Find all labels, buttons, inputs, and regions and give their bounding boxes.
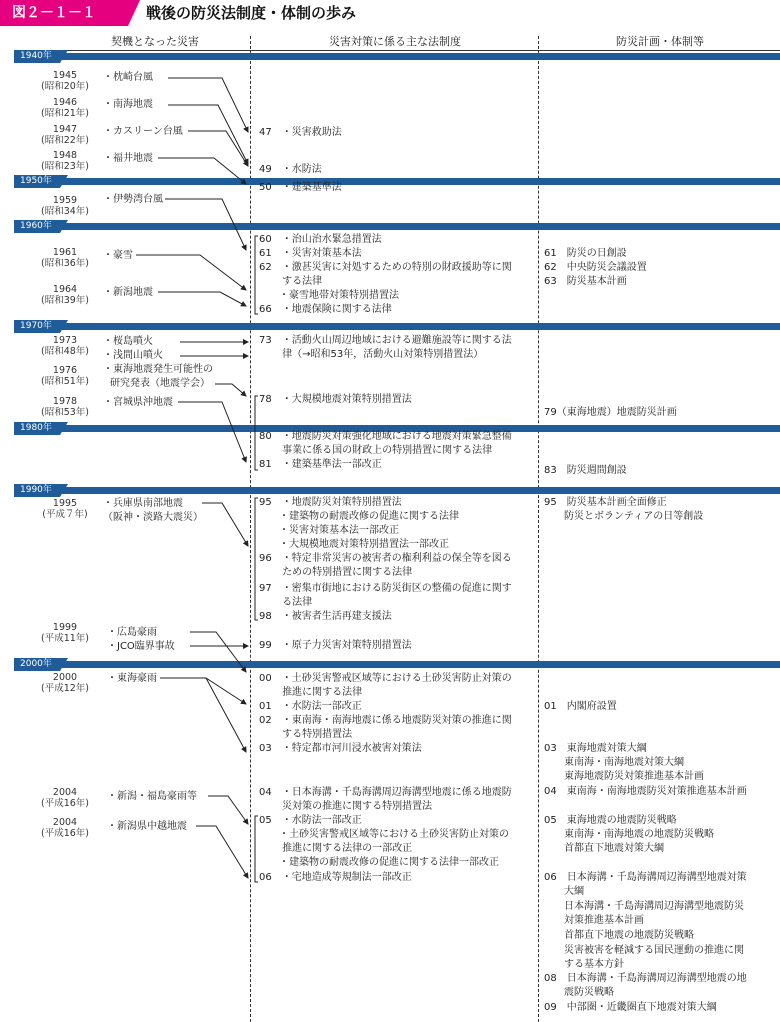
law-line: 03 ・特定都市河川浸水被害対策法 [259,743,422,754]
plan-line: 大綱 [544,886,584,897]
event-label: （阪神・淡路大震災） [103,512,203,523]
plan-line: 首都直下地震の地震防災戦略 [544,930,694,941]
year-label: 1947 (昭和22年) [40,124,89,146]
law-line: ・建築物の耐震改修の促進に関する法律一部改正 [259,857,499,868]
plan-line: 東南海・南海地震対策大綱 [544,757,684,768]
law-line: 事業に係る国の財政上の特別措置に関する法律 [259,445,493,456]
law-line: 97 ・密集市街地における防災街区の整備の促進に関す [259,583,512,594]
plan-line: 63 防災基本計画 [544,276,627,287]
law-line: 06 ・宅地造成等規制法一部改正 [259,872,412,883]
law-line: ための特別措置に関する法律 [259,567,413,578]
event-label: ・JCO臨界事故 [107,641,175,652]
law-line: する法律 [259,276,323,287]
arrow [206,678,246,752]
event-label: ・新潟・福島豪雨等 [107,791,197,802]
plan-line: 東海地震防災対策推進基本計画 [544,771,704,782]
law-line: 95 ・地震防災対策特別措置法 [259,497,402,508]
arrow [136,255,246,290]
arrow [208,796,248,824]
law-line: ・土砂災害警戒区域等における土砂災害防止対策の [259,829,509,840]
law-line: 04 ・日本海溝・千島海溝周辺海溝型地震に係る地震防 [259,787,512,798]
plan-line: 東南海・南海地震の地震防災戦略 [544,829,714,840]
event-label: ・東海地震発生可能性の [103,364,213,375]
law-line: 47 ・災害救助法 [259,127,342,138]
plan-line: 95 防災基本計画全面修正 [544,497,667,508]
column-header-events: 契機となった災害 [111,35,199,48]
plan-line: 06 日本海溝・千島海溝周辺海溝型地震対策 [544,872,747,883]
era-label: 1990年 [14,484,60,497]
year-label: 1948 (昭和23年) [40,150,89,172]
arrow [158,292,246,306]
plan-line: 08 日本海溝・千島海溝周辺海溝型地震の地 [544,973,747,984]
year-label: 1976 (昭和51年) [40,365,89,387]
event-label: ・新潟県中越地震 [107,821,187,832]
arrow [178,402,246,462]
event-label: ・浅間山噴火 [103,350,163,361]
plan-line: する基本方針 [544,959,624,970]
arrow [165,199,246,250]
event-label: ・宮城県沖地震 [103,397,173,408]
column-header-laws: 災害対策に係る主な法制度 [329,35,461,48]
column-header-plans: 防災計画・体制等 [616,35,704,48]
plan-line: 震防災戦略 [544,987,614,998]
plan-line: 03 東海地震対策大綱 [544,743,647,754]
event-label: ・豪雪 [103,250,133,261]
arrow [160,678,246,704]
event-label: ・東海豪雨 [107,673,157,684]
event-label: ・広島豪雨 [107,627,157,638]
plan-line: 09 中部圏・近畿圏直下地震対策大綱 [544,1002,717,1013]
law-line: 49 ・水防法 [259,164,322,175]
era-label: 1960年 [14,220,60,233]
law-line: 96 ・特定非常災害の被害者の権利利益の保全等を図る [259,553,512,564]
plan-line: 83 防災週間創設 [544,465,627,476]
plan-line: 61 防災の日創設 [544,248,627,259]
law-line: ・災害対策基本法一部改正 [259,525,399,536]
era-label: 1940年 [14,50,60,63]
event-label: ・兵庫県南部地震 [103,498,183,509]
plan-line: 04 東南海・南海地震防災対策推進基本計画 [544,786,747,797]
law-line: 81 ・建築基準法一部改正 [259,459,382,470]
law-line: 99 ・原子力災害対策特別措置法 [259,640,412,651]
event-label: ・伊勢湾台風 [103,194,163,205]
law-line: 66 ・地震保険に関する法律 [259,304,392,315]
law-line: 98 ・被害者生活再建支援法 [259,611,392,622]
bracket [255,816,258,882]
year-label: 1946 (昭和21年) [40,97,89,119]
era-label: 1950年 [14,175,60,188]
figure-number-badge: 図２－１－１ [0,0,128,26]
era-label: 1970年 [14,320,60,333]
law-line: 律（→昭和53年，活動火山対策特別措置法） [259,349,484,360]
law-line: 50 ・建築基準法 [259,182,342,193]
plan-line: 対策推進基本計画 [544,915,644,926]
bracket [255,236,258,314]
year-label: 2004 (平成16年) [40,817,89,839]
event-label: ・福井地震 [103,153,153,164]
arrow [196,826,248,878]
figure-title: 戦後の防災法制度・体制の歩み [146,4,357,22]
arrow [168,105,248,164]
bracket [255,396,258,470]
law-line: る法律 [259,597,313,608]
plan-line: 日本海溝・千島海溝周辺海溝型地震防災 [544,901,744,912]
plan-line: 01 内閣府設置 [544,701,617,712]
year-label: 1995 (平成７年) [42,498,88,520]
year-label: 2004 (平成16年) [40,787,89,809]
law-line: 推進に関する法律 [259,687,363,698]
law-line: 73 ・活動火山周辺地域における避難施設等に関する法 [259,335,512,346]
event-label: ・南海地震 [103,99,153,110]
arrow [158,158,246,184]
law-line: 災対策の推進に関する特別措置法 [259,801,433,812]
arrow [215,384,246,396]
law-line: ・建築物の耐震改修の促進に関する法律 [259,511,459,522]
arrow [190,632,246,672]
plan-line: 05 東海地震の地震防災戦略 [544,815,677,826]
law-line: 78 ・大規模地震対策特別措置法 [259,394,412,405]
year-label: 1964 (昭和39年) [40,284,89,306]
event-label: ・枕崎台風 [103,72,153,83]
law-line: 01 ・水防法一部改正 [259,701,362,712]
law-line: 80 ・地震防災対策強化地域における地震対策緊急整備 [259,431,512,442]
law-line: ・豪雪地帯対策特別措置法 [259,290,399,301]
bracket [255,498,258,620]
year-label: 1945 (昭和20年) [40,70,89,92]
event-label: ・新潟地震 [103,287,153,298]
event-label: 研究発表（地震学会） [110,378,210,389]
era-label: 1980年 [14,422,60,435]
law-line: 02 ・東南海・南海地震に係る地震防災対策の推進に関 [259,715,512,726]
plan-line: 防災とボランティアの日等創設 [544,511,704,522]
year-label: 1961 (昭和36年) [40,247,89,269]
event-label: ・桜島噴火 [103,336,153,347]
law-line: ・大規模地震対策特別措置法一部改正 [259,539,449,550]
law-line: 61 ・災害対策基本法 [259,248,362,259]
year-label: 1978 (昭和53年) [40,396,89,418]
plan-line: 首都直下地震対策大綱 [544,843,664,854]
plan-line: 79（東海地震）地震防災計画 [544,407,677,418]
law-line: 62 ・激甚災害に対処するための特別の財政援助等に関 [259,262,512,273]
law-line: する特別措置法 [259,729,353,740]
law-line: 推進に関する法律の一部改正 [259,843,413,854]
law-line: 00 ・土砂災害警戒区域等における土砂災害防止対策の [259,673,512,684]
plan-line: 62 中央防災会議設置 [544,262,647,273]
law-line: 60 ・治山治水緊急措置法 [259,234,382,245]
law-line: 05 ・水防法一部改正 [259,815,362,826]
arrow [202,503,248,546]
era-label: 2000年 [14,658,60,671]
year-label: 1959 (昭和34年) [40,195,89,217]
year-label: 1973 (昭和48年) [40,335,89,357]
plan-line: 災害被害を軽減する国民運動の推進に関 [544,945,744,956]
year-label: 1999 (平成11年) [40,622,89,644]
event-label: ・カスリーン台風 [103,126,183,137]
year-label: 2000 (平成12年) [40,672,89,694]
